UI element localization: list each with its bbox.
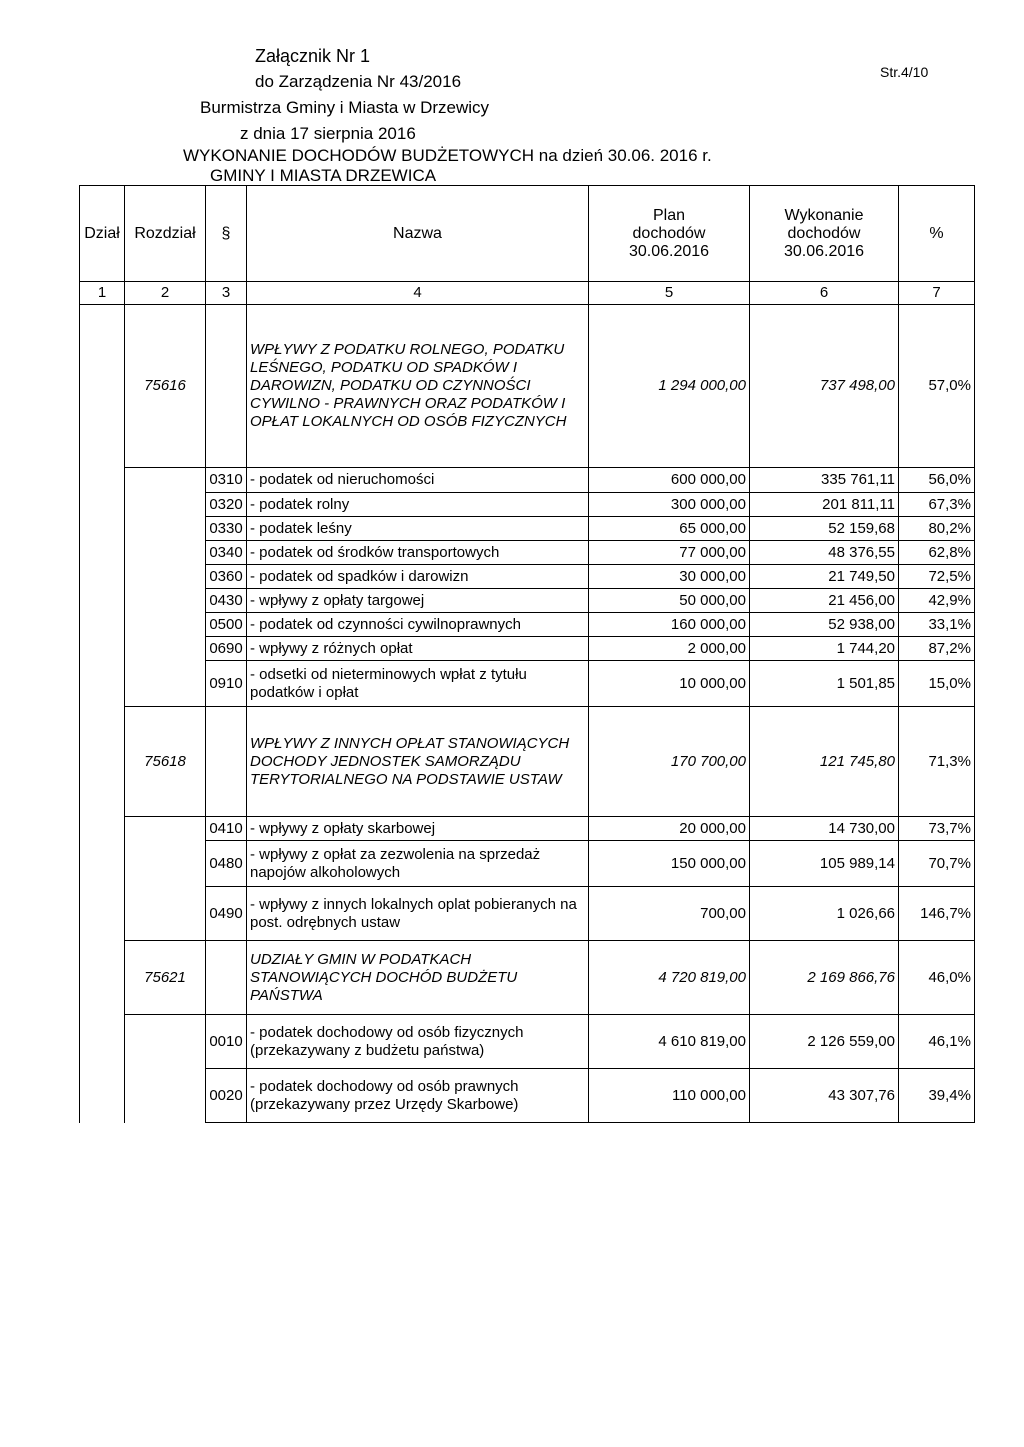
cell-procent: 42,9% (899, 589, 975, 613)
cell-nazwa: - podatek od środków transportowych (247, 541, 589, 565)
cell-wykonanie: 21 456,00 (750, 589, 899, 613)
cell-rozdzial (125, 661, 206, 707)
cell-paragraf: 0490 (206, 887, 247, 941)
cell-nazwa: WPŁYWY Z INNYCH OPŁAT STANOWIĄCYCH DOCHODY JEDNOSTEK SAMORZĄDU TERYTORIALNEGO NA PODSTAWIE USTAW (247, 707, 589, 817)
page-number: Str.4/10 (880, 64, 929, 80)
cell-paragraf: 0010 (206, 1015, 247, 1069)
table-row (80, 637, 975, 661)
cell-plan: 600 000,00 (589, 468, 750, 493)
cell-procent: 57,0% (899, 305, 975, 468)
cell-plan: 2 000,00 (589, 637, 750, 661)
cell-rozdzial (125, 517, 206, 541)
cell-wykonanie: 1 744,20 (750, 637, 899, 661)
cell-wykonanie: 52 159,68 (750, 517, 899, 541)
cell-plan: 10 000,00 (589, 661, 750, 707)
cell-dzial (80, 661, 125, 707)
cell-rozdzial (125, 589, 206, 613)
municipality-name: GMINY I MIASTA DRZEWICA (210, 166, 437, 185)
cell-procent: 73,7% (899, 817, 975, 841)
cell-rozdzial (125, 468, 206, 493)
cell-nazwa: - podatek od nieruchomości (247, 468, 589, 493)
cell-dzial (80, 817, 125, 841)
cell-nazwa: - wpływy z opłaty targowej (247, 589, 589, 613)
revenue-table (79, 185, 975, 1123)
cell-nazwa: - wpływy z opłaty skarbowej (247, 817, 589, 841)
cell-nazwa: - podatek rolny (247, 493, 589, 517)
cell-wykonanie: 121 745,80 (750, 707, 899, 817)
table-row (80, 517, 975, 541)
cell-paragraf: 0480 (206, 841, 247, 887)
col-procent: % (899, 186, 975, 282)
section-row (80, 941, 975, 1015)
cell-nazwa: UDZIAŁY GMIN W PODATKACH STANOWIĄCYCH DOCHÓD BUDŻETU PAŃSTWA (247, 941, 589, 1015)
cell-paragraf: 0320 (206, 493, 247, 517)
cell-procent: 146,7% (899, 887, 975, 941)
cell-procent: 46,0% (899, 941, 975, 1015)
cell-plan: 110 000,00 (589, 1069, 750, 1123)
cell-paragraf: 0500 (206, 613, 247, 637)
cell-nazwa: - podatek od czynności cywilnoprawnych (247, 613, 589, 637)
cell-procent: 62,8% (899, 541, 975, 565)
cell-dzial (80, 637, 125, 661)
cell-plan: 20 000,00 (589, 817, 750, 841)
cell-wykonanie: 1 026,66 (750, 887, 899, 941)
cell-wykonanie: 335 761,11 (750, 468, 899, 493)
cell-rozdzial (125, 613, 206, 637)
cell-procent: 39,4% (899, 1069, 975, 1123)
cell-plan: 4 610 819,00 (589, 1015, 750, 1069)
cell-wykonanie: 2 169 866,76 (750, 941, 899, 1015)
cell-procent: 87,2% (899, 637, 975, 661)
table-row (80, 589, 975, 613)
cell-plan: 77 000,00 (589, 541, 750, 565)
cell-wykonanie: 43 307,76 (750, 1069, 899, 1123)
cell-paragraf (206, 941, 247, 1015)
cell-plan: 170 700,00 (589, 707, 750, 817)
table-row (80, 565, 975, 589)
cell-paragraf: 0430 (206, 589, 247, 613)
cell-plan: 30 000,00 (589, 565, 750, 589)
cell-nazwa: - wpływy z innych lokalnych oplat pobieranych na post. odrębnych ustaw (247, 887, 589, 941)
column-number-row: 1 2 3 4 5 6 7 (80, 282, 975, 305)
cell-wykonanie: 737 498,00 (750, 305, 899, 468)
cell-paragraf: 0910 (206, 661, 247, 707)
cell-dzial (80, 1015, 125, 1069)
cell-rozdzial (125, 565, 206, 589)
section-row (80, 305, 975, 468)
cell-dzial (80, 305, 125, 468)
cell-dzial (80, 565, 125, 589)
cell-dzial (80, 517, 125, 541)
cell-paragraf (206, 707, 247, 817)
cell-rozdzial (125, 1069, 206, 1123)
cell-wykonanie: 21 749,50 (750, 565, 899, 589)
cell-paragraf: 0340 (206, 541, 247, 565)
cell-nazwa: - odsetki od nieterminowych wpłat z tytułu podatków i opłat (247, 661, 589, 707)
cell-rozdzial (125, 1015, 206, 1069)
cell-nazwa: WPŁYWY Z PODATKU ROLNEGO, PODATKU LEŚNEGO, PODATKU OD SPADKÓW I DAROWIZN, PODATKU OD CZYNNOŚCI CYWILNO - PRAWNYCH ORAZ PODATKÓW I OPŁAT LOKALNYCH OD OSÓB FIZYCZNYCH (247, 305, 589, 468)
cell-paragraf: 0310 (206, 468, 247, 493)
table-body (80, 305, 975, 1123)
cell-plan: 300 000,00 (589, 493, 750, 517)
cell-procent: 56,0% (899, 468, 975, 493)
table-row (80, 541, 975, 565)
table-row (80, 887, 975, 941)
cell-dzial (80, 493, 125, 517)
cell-rozdzial (125, 637, 206, 661)
cell-dzial (80, 613, 125, 637)
issuer-line: Burmistrza Gminy i Miasta w Drzewicy (200, 98, 490, 117)
cell-wykonanie: 48 376,55 (750, 541, 899, 565)
cell-paragraf: 0410 (206, 817, 247, 841)
cell-nazwa: - wpływy z różnych opłat (247, 637, 589, 661)
cell-dzial (80, 468, 125, 493)
cell-wykonanie: 105 989,14 (750, 841, 899, 887)
order-reference: do Zarządzenia Nr 43/2016 (255, 72, 462, 91)
cell-plan: 50 000,00 (589, 589, 750, 613)
report-title: WYKONANIE DOCHODÓW BUDŻETOWYCH na dzień 30.06. 2016 r. (183, 146, 712, 165)
cell-paragraf: 0360 (206, 565, 247, 589)
col-paragraf: § (206, 186, 247, 282)
cell-paragraf: 0330 (206, 517, 247, 541)
col-nazwa: Nazwa (247, 186, 589, 282)
cell-dzial (80, 1069, 125, 1123)
date-line: z dnia 17 sierpnia 2016 (240, 124, 416, 143)
cell-rozdzial: 75616 (125, 305, 206, 468)
cell-rozdzial: 75621 (125, 941, 206, 1015)
cell-nazwa: - podatek dochodowy od osób fizycznych (przekazywany z budżetu państwa) (247, 1015, 589, 1069)
cell-plan: 65 000,00 (589, 517, 750, 541)
cell-plan: 700,00 (589, 887, 750, 941)
cell-rozdzial (125, 887, 206, 941)
cell-nazwa: - podatek od spadków i darowizn (247, 565, 589, 589)
cell-procent: 46,1% (899, 1015, 975, 1069)
table-row (80, 493, 975, 517)
cell-dzial (80, 707, 125, 817)
col-dzial: Dział (80, 186, 125, 282)
cell-plan: 150 000,00 (589, 841, 750, 887)
table-row (80, 841, 975, 887)
table-row (80, 817, 975, 841)
cell-paragraf: 0690 (206, 637, 247, 661)
cell-rozdzial: 75618 (125, 707, 206, 817)
cell-dzial (80, 887, 125, 941)
col-wykonanie: Wykonanie dochodów 30.06.2016 (750, 186, 899, 282)
cell-procent: 72,5% (899, 565, 975, 589)
table-row (80, 613, 975, 637)
cell-nazwa: - podatek dochodowy od osób prawnych (przekazywany przez Urzędy Skarbowe) (247, 1069, 589, 1123)
section-row (80, 707, 975, 817)
cell-paragraf: 0020 (206, 1069, 247, 1123)
cell-rozdzial (125, 541, 206, 565)
cell-procent: 15,0% (899, 661, 975, 707)
cell-nazwa: - podatek leśny (247, 517, 589, 541)
header-row (80, 186, 975, 282)
cell-procent: 71,3% (899, 707, 975, 817)
cell-wykonanie: 14 730,00 (750, 817, 899, 841)
cell-paragraf (206, 305, 247, 468)
cell-wykonanie: 2 126 559,00 (750, 1015, 899, 1069)
cell-plan: 4 720 819,00 (589, 941, 750, 1015)
cell-dzial (80, 941, 125, 1015)
cell-procent: 80,2% (899, 517, 975, 541)
cell-rozdzial (125, 493, 206, 517)
col-plan: Plan dochodów 30.06.2016 (589, 186, 750, 282)
cell-wykonanie: 1 501,85 (750, 661, 899, 707)
cell-plan: 160 000,00 (589, 613, 750, 637)
cell-wykonanie: 201 811,11 (750, 493, 899, 517)
table-row (80, 661, 975, 707)
table-row (80, 468, 975, 493)
cell-dzial (80, 541, 125, 565)
cell-wykonanie: 52 938,00 (750, 613, 899, 637)
attachment-title: Załącznik Nr 1 (255, 46, 371, 66)
cell-plan: 1 294 000,00 (589, 305, 750, 468)
cell-nazwa: - wpływy z opłat za zezwolenia na sprzedaż napojów alkoholowych (247, 841, 589, 887)
cell-rozdzial (125, 841, 206, 887)
col-rozdzial: Rozdział (125, 186, 206, 282)
cell-dzial (80, 589, 125, 613)
cell-procent: 67,3% (899, 493, 975, 517)
cell-dzial (80, 841, 125, 887)
cell-procent: 70,7% (899, 841, 975, 887)
table-row (80, 1069, 975, 1123)
table-row (80, 1015, 975, 1069)
cell-rozdzial (125, 817, 206, 841)
cell-procent: 33,1% (899, 613, 975, 637)
